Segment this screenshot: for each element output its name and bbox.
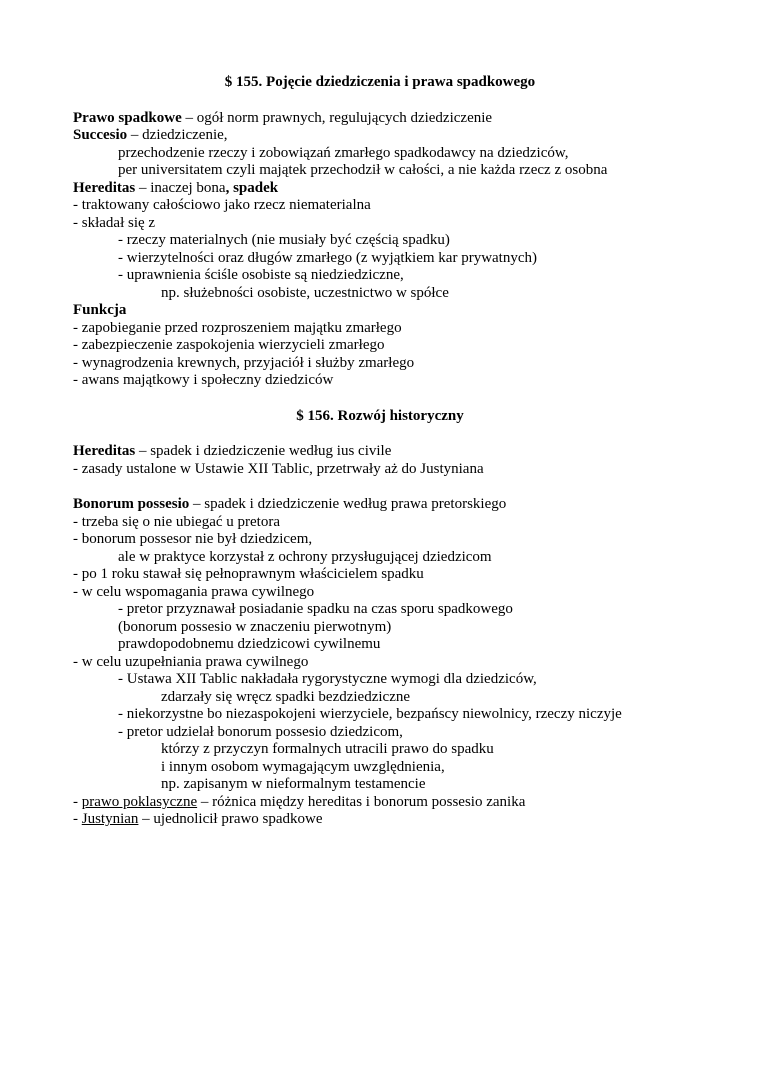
term-prawo-spadkowe: Prawo spadkowe	[73, 110, 182, 126]
list-item: - zabezpieczenie zaspokojenia wierzycieli zmarłego	[73, 337, 385, 353]
text-line: per universitatem czyli majątek przechodził w całości, a nie każda rzecz z osobna	[118, 162, 608, 178]
term-succesio: Succesio	[73, 127, 128, 143]
list-item: - rzeczy materialnych (nie musiały być częścią spadku)	[118, 232, 450, 248]
list-item: - niekorzystne bo niezaspokojeni wierzyciele, bezpańscy niewolnicy, rzeczy niczyje	[118, 706, 622, 722]
list-item: - po 1 roku stawał się pełnoprawnym właścicielem spadku	[73, 566, 424, 582]
list-item: - traktowany całościowo jako rzecz niematerialna	[73, 197, 371, 213]
list-item: - trzeba się o nie ubiegać u pretora	[73, 514, 280, 530]
text-line: i innym osobom wymagającym uwzględnienia,	[161, 759, 445, 775]
list-item-justynian: - Justynian – ujednolicił prawo spadkowe	[73, 811, 323, 827]
term-hereditas: Hereditas	[73, 180, 136, 196]
list-item: - zasady ustalone w Ustawie XII Tablic, przetrwały aż do Justyniana	[73, 461, 484, 477]
list-item-prawo-poklasyczne: - prawo poklasyczne – różnica między hereditas i bonorum possesio zanika	[73, 794, 526, 810]
definition-hereditas: Hereditas – inaczej bona, spadek	[73, 180, 279, 196]
text-line: prawdopodobnemu dziedzicowi cywilnemu	[118, 636, 381, 652]
heading-funkcja: Funkcja	[73, 302, 127, 318]
definition-prawo-spadkowe: Prawo spadkowe – ogół norm prawnych, regulujących dziedziczenie	[73, 110, 493, 126]
text-line: np. służebności osobiste, uczestnictwo w spółce	[161, 285, 449, 301]
list-item: - pretor przyznawał posiadanie spadku na czas sporu spadkowego	[118, 601, 513, 617]
list-item: - awans majątkowy i społeczny dziedziców	[73, 372, 334, 388]
text-line: np. zapisanym w nieformalnym testamencie	[161, 776, 426, 792]
list-item: - w celu wspomagania prawa cywilnego	[73, 584, 315, 600]
list-item: - bonorum possesor nie był dziedzicem,	[73, 531, 313, 547]
list-item: - zapobieganie przed rozproszeniem majątku zmarłego	[73, 320, 402, 336]
text-line: zdarzały się wręcz spadki bezdziedziczne	[161, 689, 411, 705]
definition-bonorum-possesio: Bonorum possesio – spadek i dziedziczenie według prawa pretorskiego	[73, 496, 507, 512]
text-line: przechodzenie rzeczy i zobowiązań zmarłego spadkodawcy na dziedziców,	[118, 145, 569, 161]
section-155-title: $ 155. Pojęcie dziedziczenia i prawa spadkowego	[224, 74, 536, 90]
definition-succesio: Succesio – dziedziczenie,	[73, 127, 228, 143]
list-item: - składał się z	[73, 215, 156, 231]
definition-hereditas-ius-civile: Hereditas – spadek i dziedziczenie według ius civile	[73, 443, 392, 459]
list-item: - wierzytelności oraz długów zmarłego (z wyjątkiem kar prywatnych)	[118, 250, 538, 266]
list-item: - Ustawa XII Tablic nakładała rygorystyczne wymogi dla dziedziców,	[118, 671, 537, 687]
underlined-term-justynian: Justynian	[81, 811, 139, 827]
list-item: - uprawnienia ściśle osobiste są niedziedziczne,	[118, 267, 404, 283]
section-156-title: $ 156. Rozwój historyczny	[296, 408, 464, 424]
text-line: ale w praktyce korzystał z ochrony przysługującej dziedzicom	[118, 549, 492, 565]
list-item: - pretor udzielał bonorum possesio dziedzicom,	[118, 724, 403, 740]
text-line: (bonorum possesio w znaczeniu pierwotnym)	[118, 619, 392, 635]
text-line: którzy z przyczyn formalnych utracili prawo do spadku	[161, 741, 494, 757]
list-item: - w celu uzupełniania prawa cywilnego	[73, 654, 309, 670]
list-item: - wynagrodzenia krewnych, przyjaciół i służby zmarłego	[73, 355, 415, 371]
underlined-term-prawo-poklasyczne: prawo poklasyczne	[81, 794, 198, 810]
